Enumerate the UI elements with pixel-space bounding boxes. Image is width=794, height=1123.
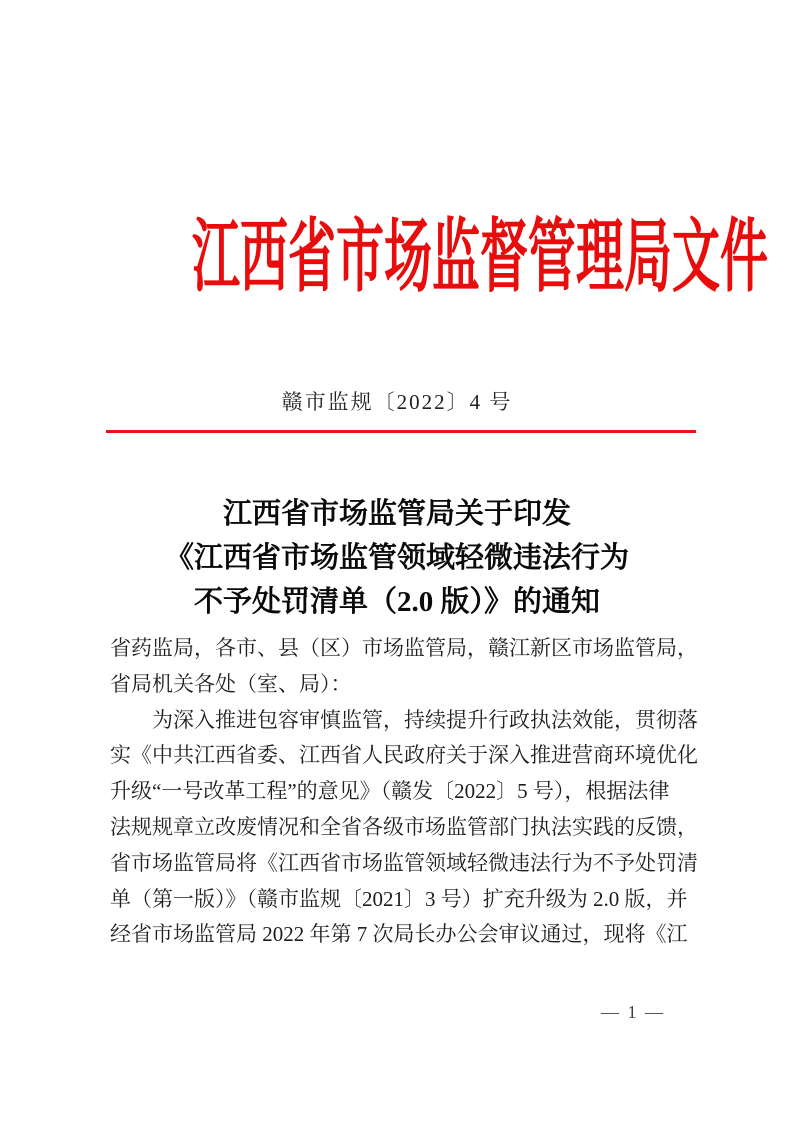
document-number: 赣市监规〔2022〕4 号 (281, 390, 513, 414)
body-paragraph-line-6: 单（第一版）》（赣市监规〔2021〕3 号）扩充升级为 2.0 版，并 (110, 886, 688, 911)
document-title-line-1: 江西省市场监管局关于印发 (222, 498, 571, 530)
body-paragraph-line-3: 升级“一号改革工程”的意见》（赣发〔2022〕5 号），根据法律 (110, 779, 670, 804)
body-paragraph-line-1: 为深入推进包容审慎监管，持续提升行政执法效能，贯彻落 (152, 707, 698, 732)
document-title-line-3: 不予处罚清单（2.0 版）》的通知 (193, 586, 600, 618)
recipient-line-1: 省药监局，各市、县（区）市场监管局，赣江新区市场监管局， (110, 636, 698, 660)
red-separator-line (106, 430, 696, 433)
body-paragraph-line-2: 实《中共江西省委、江西省人民政府关于深入推进营商环境优化 (110, 743, 698, 768)
agency-masthead (0, 210, 794, 306)
document-title (0, 492, 794, 624)
agency-masthead-title: 江西省市场监督管理局文件 (192, 214, 768, 302)
recipient-line-2: 省局机关各处（室、局）： (110, 671, 352, 696)
document-body (110, 631, 696, 953)
body-paragraph-line-7: 经省市场监管局 2022 年第 7 次局长办公会审议通过，现将《江 (110, 922, 688, 947)
body-paragraph-line-5: 省市场监管局将《江西省市场监管领域轻微违法行为不予处罚清 (110, 850, 698, 875)
body-paragraph-line-4: 法规规章立改废情况和全省各级市场监管部门执法实践的反馈， (110, 814, 698, 839)
document-title-line-2: 《江西省市场监管领域轻微违法行为 (164, 542, 629, 574)
page-number: — 1 — (601, 1002, 665, 1022)
